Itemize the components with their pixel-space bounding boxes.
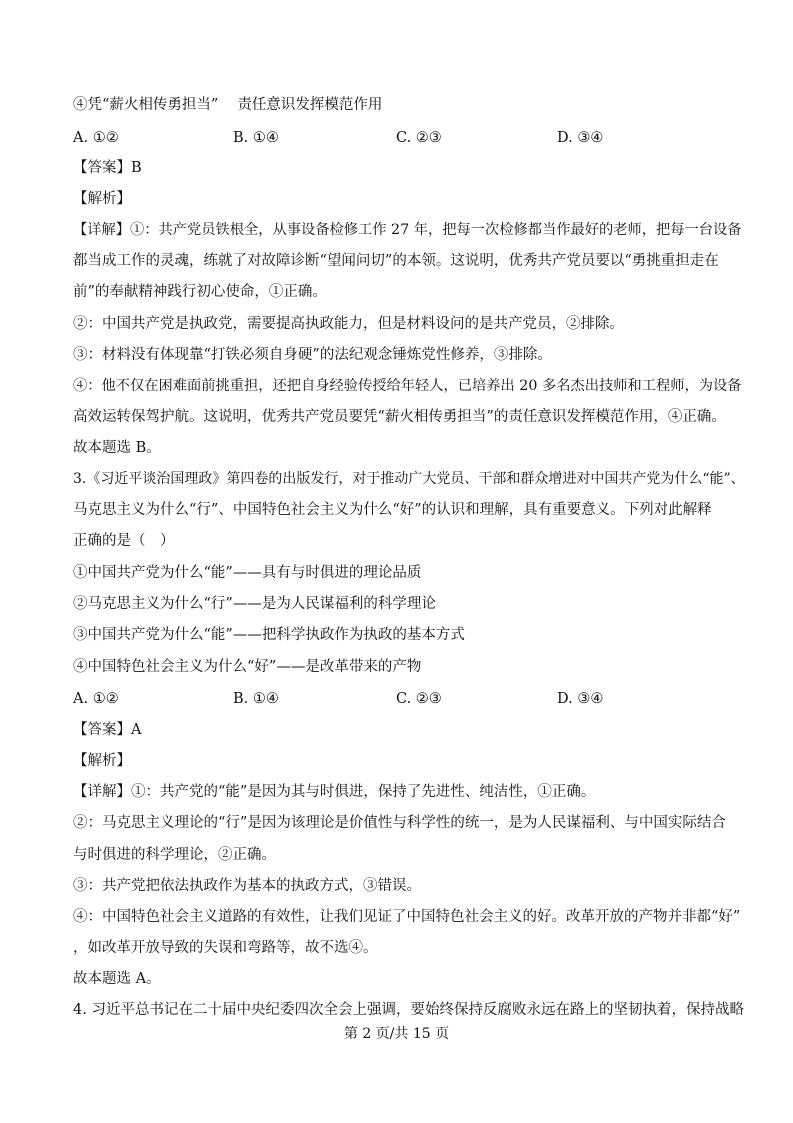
q2-item-4: ④凭“薪火相传勇担当” 责任意识发挥模范作用: [73, 97, 383, 113]
q2-detail-line: ③：材料没有体现靠“打铁必须自身硬”的法纪观念锤炼党性修养，③排除。: [73, 347, 552, 363]
q2-analysis-label: 【解析】: [73, 191, 131, 207]
answer-label: 【答案】: [73, 160, 131, 176]
q3-detail-line: ②：马克思主义理论的“行”是因为该理论是价值性与科学性的统一，是为人民谋福利、与中国实际结合: [73, 815, 726, 831]
q3-detail-line: 故本题选 A。: [73, 971, 161, 987]
answer-value: A: [131, 722, 142, 738]
q2-detail-line: 都当成工作的灵魂，练就了对故障诊断“望闻问切”的本领。这说明，优秀共产党员要以“勇挑重担走在: [73, 253, 719, 269]
q3-option-b: B. ①④: [233, 691, 279, 707]
q3-detail-line: ③：共产党把依法执政作为基本的执政方式，③错误。: [73, 878, 421, 894]
q3-stem-line: 3.《习近平谈治国理政》第四卷的出版发行，对于推动广大党员、干部和群众增进对中国共产党为什么“能”、: [73, 471, 745, 487]
q3-stem-line: 正确的是（ ）: [73, 533, 175, 549]
q3-item: ①中国共产党为什么“能”——具有与时俱进的理论品质: [73, 565, 422, 581]
q2-detail-line: 高效运转保驾护航。这说明，优秀共产党员要凭“薪火相传勇担当”的责任意识发挥模范作用，④正确。: [73, 409, 726, 425]
answer-value: B: [131, 160, 142, 176]
answer-label: 【答案】: [73, 722, 131, 738]
q2-option-d: D. ③④: [557, 130, 604, 146]
q3-detail-line: 【详解】①：共产党的“能”是因为其与时俱进，保持了先进性、纯洁性，①正确。: [73, 784, 596, 800]
q3-detail-line: ，如改革开放导致的失误和弯路等，故不选④。: [73, 940, 378, 956]
q2-detail-line: 故本题选 B。: [73, 440, 161, 456]
q3-item: ③中国共产党为什么“能”——把科学执政作为执政的基本方式: [73, 627, 465, 643]
q4-stem-line: 4. 习近平总书记在二十届中央纪委四次全会上强调，要始终保持反腐败永远在路上的坚韧执着，保持战略: [73, 1002, 744, 1018]
q2-detail-line: 【详解】①：共产党员铁根全，从事设备检修工作 27 年，把每一次检修都当作最好的老师，把每一台设备: [73, 222, 742, 238]
q2-option-c: C. ②③: [396, 130, 442, 146]
q2-detail-line: ④：他不仅在困难面前挑重担，还把自身经验传授给年轻人，已培养出 20 多名杰出技师和工程师，为设备: [73, 378, 742, 394]
q3-option-c: C. ②③: [396, 691, 442, 707]
q3-detail-line: ④：中国特色社会主义道路的有效性，让我们见证了中国特色社会主义的好。改革开放的产物并非都“好”: [73, 909, 741, 925]
q3-stem-line: 马克思主义为什么“行”、中国特色社会主义为什么“好”的认识和理解，具有重要意义。下列对此解释: [73, 502, 712, 518]
q3-answer: [73, 720, 141, 740]
q2-option-a: A. ①②: [73, 130, 119, 146]
q3-analysis-label: 【解析】: [73, 753, 131, 769]
q3-item: ④中国特色社会主义为什么“好”——是改革带来的产物: [73, 659, 422, 675]
q2-detail-line: 前”的奉献精神践行初心使命，①正确。: [73, 284, 327, 300]
q3-option-a: A. ①②: [73, 691, 119, 707]
q2-option-b: B. ①④: [233, 130, 279, 146]
q3-item: ②马克思主义为什么“行”——是为人民谋福利的科学理论: [73, 596, 436, 612]
q2-detail-line: ②：中国共产党是执政党，需要提高执政能力，但是材料设问的是共产党员，②排除。: [73, 316, 624, 332]
q3-option-d: D. ③④: [557, 691, 604, 707]
q3-detail-line: 与时俱进的科学理论，②正确。: [73, 847, 276, 863]
page-footer: 第 2 页/共 15 页: [343, 1026, 450, 1042]
q2-answer: [73, 158, 142, 178]
